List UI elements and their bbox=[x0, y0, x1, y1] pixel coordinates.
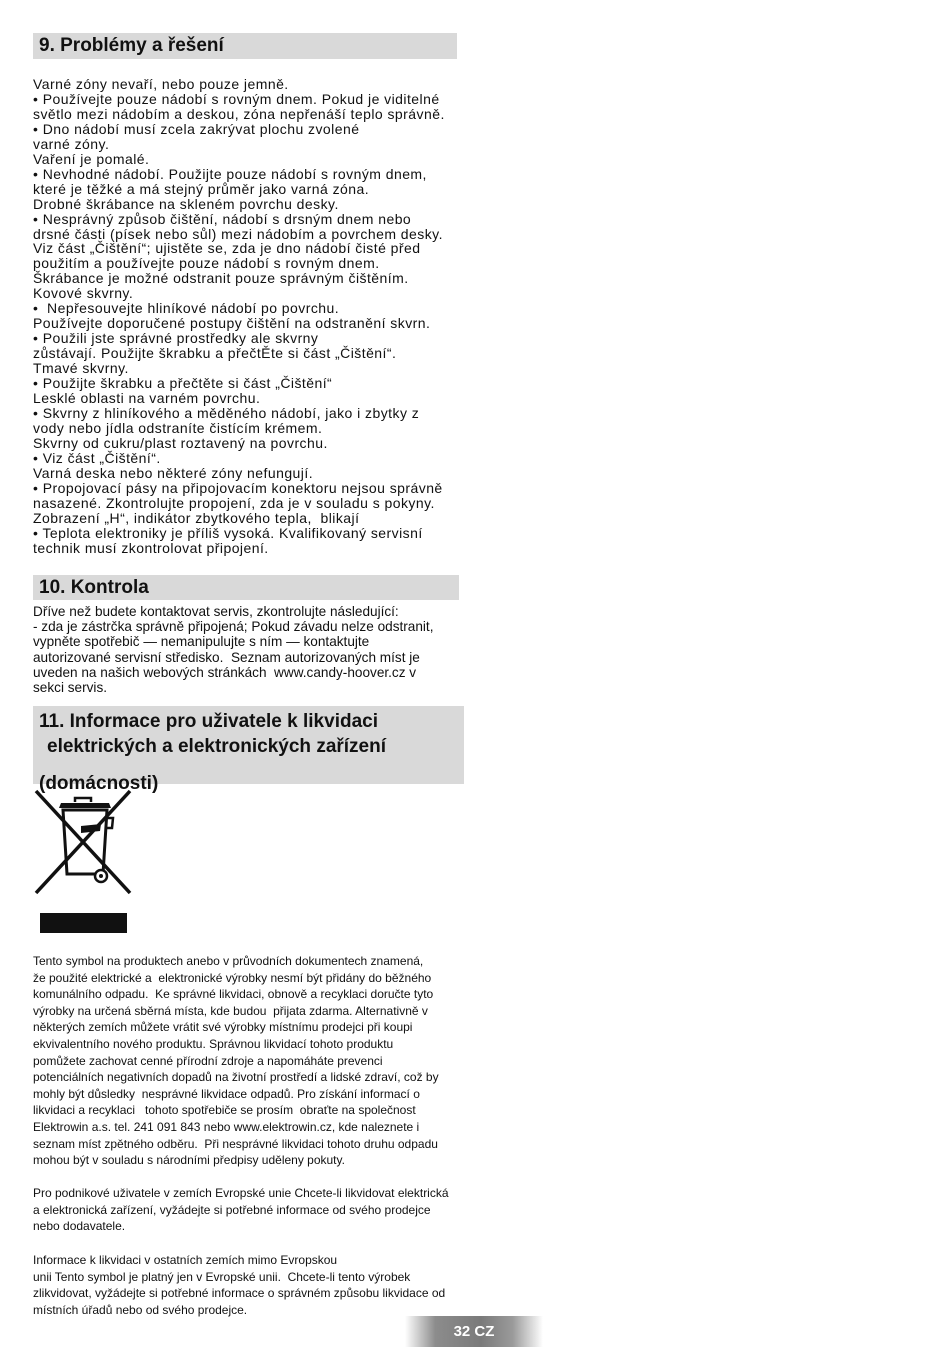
text-line: • Teplota elektroniky je příliš vysoká. Kvalifikovaný servisní bbox=[33, 524, 423, 541]
text-line: Informace k likvidaci v ostatních zemích mimo Evropskou bbox=[33, 1253, 338, 1267]
page-number-tab bbox=[405, 1316, 543, 1347]
section-11-paragraph-3 bbox=[33, 1252, 445, 1318]
text-line: ekvivalentního nového produktu. Správnou likvidací tohoto produktu bbox=[33, 1036, 394, 1051]
text-line: varné zóny. bbox=[33, 135, 110, 152]
text-line: • Použili jste správné prostředky ale skvrny bbox=[33, 330, 319, 347]
text-line: • Viz část „Čištění“. bbox=[33, 449, 161, 466]
text-line: Viz část „Čištění“; ujistěte se, zda je dno nádobí čisté před bbox=[33, 240, 421, 257]
page-number: 32 CZ bbox=[453, 1323, 495, 1340]
text-line: světlo mezi nádobím a deskou, zóna nepřenáší teplo správně. bbox=[33, 105, 445, 122]
section-10-body bbox=[33, 604, 434, 695]
text-line: mohly být důsledky nesprávné likvidace odpadů. Pro získání informací o bbox=[33, 1086, 420, 1101]
text-line: Zobrazení „H“, indikátor zbytkového tepla, blikají bbox=[33, 509, 360, 526]
section-11-paragraph-1 bbox=[33, 953, 439, 1169]
text-line: že použité elektrické a elektronické výrobky nesmí být přidány do běžného bbox=[33, 970, 432, 985]
text-line: autorizované servisní středisko. Seznam autorizovaných míst je bbox=[33, 649, 420, 665]
section-9-heading: 9. Problémy a řešení bbox=[33, 33, 457, 59]
section-11-paragraph-2 bbox=[33, 1185, 449, 1235]
text-line: likvidaci a recyklaci tohoto spotřebiče se prosím obraťte na společnost bbox=[33, 1103, 416, 1118]
text-line: Dříve než budete kontaktovat servis, zkontrolujte následující: bbox=[33, 604, 399, 619]
text-line: Používejte doporučené postupy čištění na odstranění skvrn. bbox=[33, 315, 431, 332]
crossed-out-wheelie-bin-icon bbox=[33, 788, 133, 896]
text-line: komunálního odpadu. Ke správné likvidaci, obnově a recyklaci doručte tyto bbox=[33, 987, 434, 1002]
text-line: Tento symbol na produktech anebo v průvodních dokumentech znamená, bbox=[33, 954, 424, 968]
section-11-heading-line1: 11. Informace pro uživatele k likvidaci bbox=[39, 711, 378, 732]
text-line: seznam míst zpětného odběru. Při nesprávné likvidaci tohoto druhu odpadu bbox=[33, 1136, 438, 1151]
text-line: Varné zóny nevaří, nebo pouze jemně. bbox=[33, 76, 289, 92]
text-line: • Používejte pouze nádobí s rovným dnem. Pokud je viditelné bbox=[33, 90, 440, 107]
text-line: vypněte spotřebič — nemanipulujte s ním — kontaktujte bbox=[33, 634, 370, 650]
text-line: Kovové skvrny. bbox=[33, 285, 134, 302]
text-line: Vaření je pomalé. bbox=[33, 150, 150, 167]
text-line: • Skvrny z hliníkového a měděného nádobí, jako i zbytky z bbox=[33, 404, 420, 421]
text-line: mohou být v souladu s národními předpisy uděleny pokuty. bbox=[33, 1153, 345, 1168]
text-line: použitím a používejte pouze nádobí s rovným dnem. bbox=[33, 255, 380, 272]
text-line: drsné části (písek nebo sůl) mezi nádobím a povrchem desky. bbox=[33, 225, 443, 242]
text-line: zůstávají. Použijte škrabku a přečtĚte si část „Čištění“. bbox=[33, 345, 397, 362]
text-line: • Nevhodné nádobí. Použijte pouze nádobí s rovným dnem, bbox=[33, 165, 427, 182]
text-line: potenciálních negativních dopadů na životní prostředí a lidské zdraví, což by bbox=[33, 1070, 439, 1085]
text-line: Tmavé skvrny. bbox=[33, 360, 129, 377]
text-line: pomůžete zachovat cenné přírodní zdroje a napomáháte prevenci bbox=[33, 1053, 383, 1068]
text-line: Lesklé oblasti na varném povrchu. bbox=[33, 390, 261, 407]
text-line: nasazené. Zkontrolujte propojení, zda je v souladu s pokyny. bbox=[33, 494, 435, 511]
text-line: • Nesprávný způsob čištění, nádobí s drsným dnem nebo bbox=[33, 210, 412, 227]
text-line: zlikvidovat, vyžádejte si potřebné informace o správném způsobu likvidace od bbox=[33, 1286, 446, 1301]
text-line: Pro podnikové uživatele v zemích Evropské unie Chcete-li likvidovat elektrická bbox=[33, 1186, 449, 1200]
text-line: uveden na našich webových stránkách www.candy-hoover.cz v bbox=[33, 664, 417, 680]
text-line: Skvrny od cukru/plast roztavený na povrchu. bbox=[33, 434, 328, 451]
text-line: a elektronická zařízení, vyžádejte si potřebné informace od svého prodejce bbox=[33, 1202, 431, 1217]
text-line: unii Tento symbol je platný jen v Evropské unii. Chcete-li tento výrobek bbox=[33, 1269, 411, 1284]
text-line: • Použijte škrabku a přečtěte si část „Čištění“ bbox=[33, 375, 333, 392]
text-line: nebo dodavatele. bbox=[33, 1219, 126, 1234]
weee-black-bar bbox=[40, 913, 127, 933]
section-11-heading-line2: elektrických a elektronických zařízení bbox=[47, 736, 387, 757]
text-line: Varná deska nebo některé zóny nefungují. bbox=[33, 464, 314, 481]
text-line: místních úřadů nebo od svého prodejce. bbox=[33, 1302, 248, 1317]
text-line: technik musí zkontrolovat připojení. bbox=[33, 539, 269, 556]
text-line: Elektrowin a.s. tel. 241 091 843 nebo www.elektrowin.cz, kde naleznete i bbox=[33, 1119, 420, 1134]
section-9-body bbox=[33, 77, 445, 556]
text-line: Škrábance je možné odstranit pouze správným čištěním. bbox=[33, 270, 409, 287]
text-line: • Dno nádobí musí zcela zakrývat plochu zvolené bbox=[33, 120, 360, 137]
text-line: Drobné škrábance na skleném povrchu desky. bbox=[33, 195, 339, 212]
text-line: které je těžké a má stejný průměr jako varná zóna. bbox=[33, 180, 370, 197]
text-line: některých zemích můžete vrátit své výrobky místnímu prodejci při koupi bbox=[33, 1020, 413, 1035]
text-line: • Nepřesouvejte hliníkové nádobí po povrchu. bbox=[33, 300, 340, 317]
text-line: sekci servis. bbox=[33, 680, 108, 696]
text-line: vody nebo jídla odstraníte čistícím krémem. bbox=[33, 419, 323, 436]
text-line: • Propojovací pásy na připojovacím konektoru nejsou správně bbox=[33, 479, 443, 496]
section-10-heading: 10. Kontrola bbox=[33, 575, 459, 600]
text-line: výrobky na určená sběrná místa, kde budou přijata zdarma. Alternativně v bbox=[33, 1003, 428, 1018]
section-11-heading-line3: (domácnosti) bbox=[39, 773, 159, 794]
text-line: - zda je zástrčka správně připojená; Pokud závadu nelze odstranit, bbox=[33, 619, 434, 635]
section-11-heading bbox=[33, 706, 464, 794]
